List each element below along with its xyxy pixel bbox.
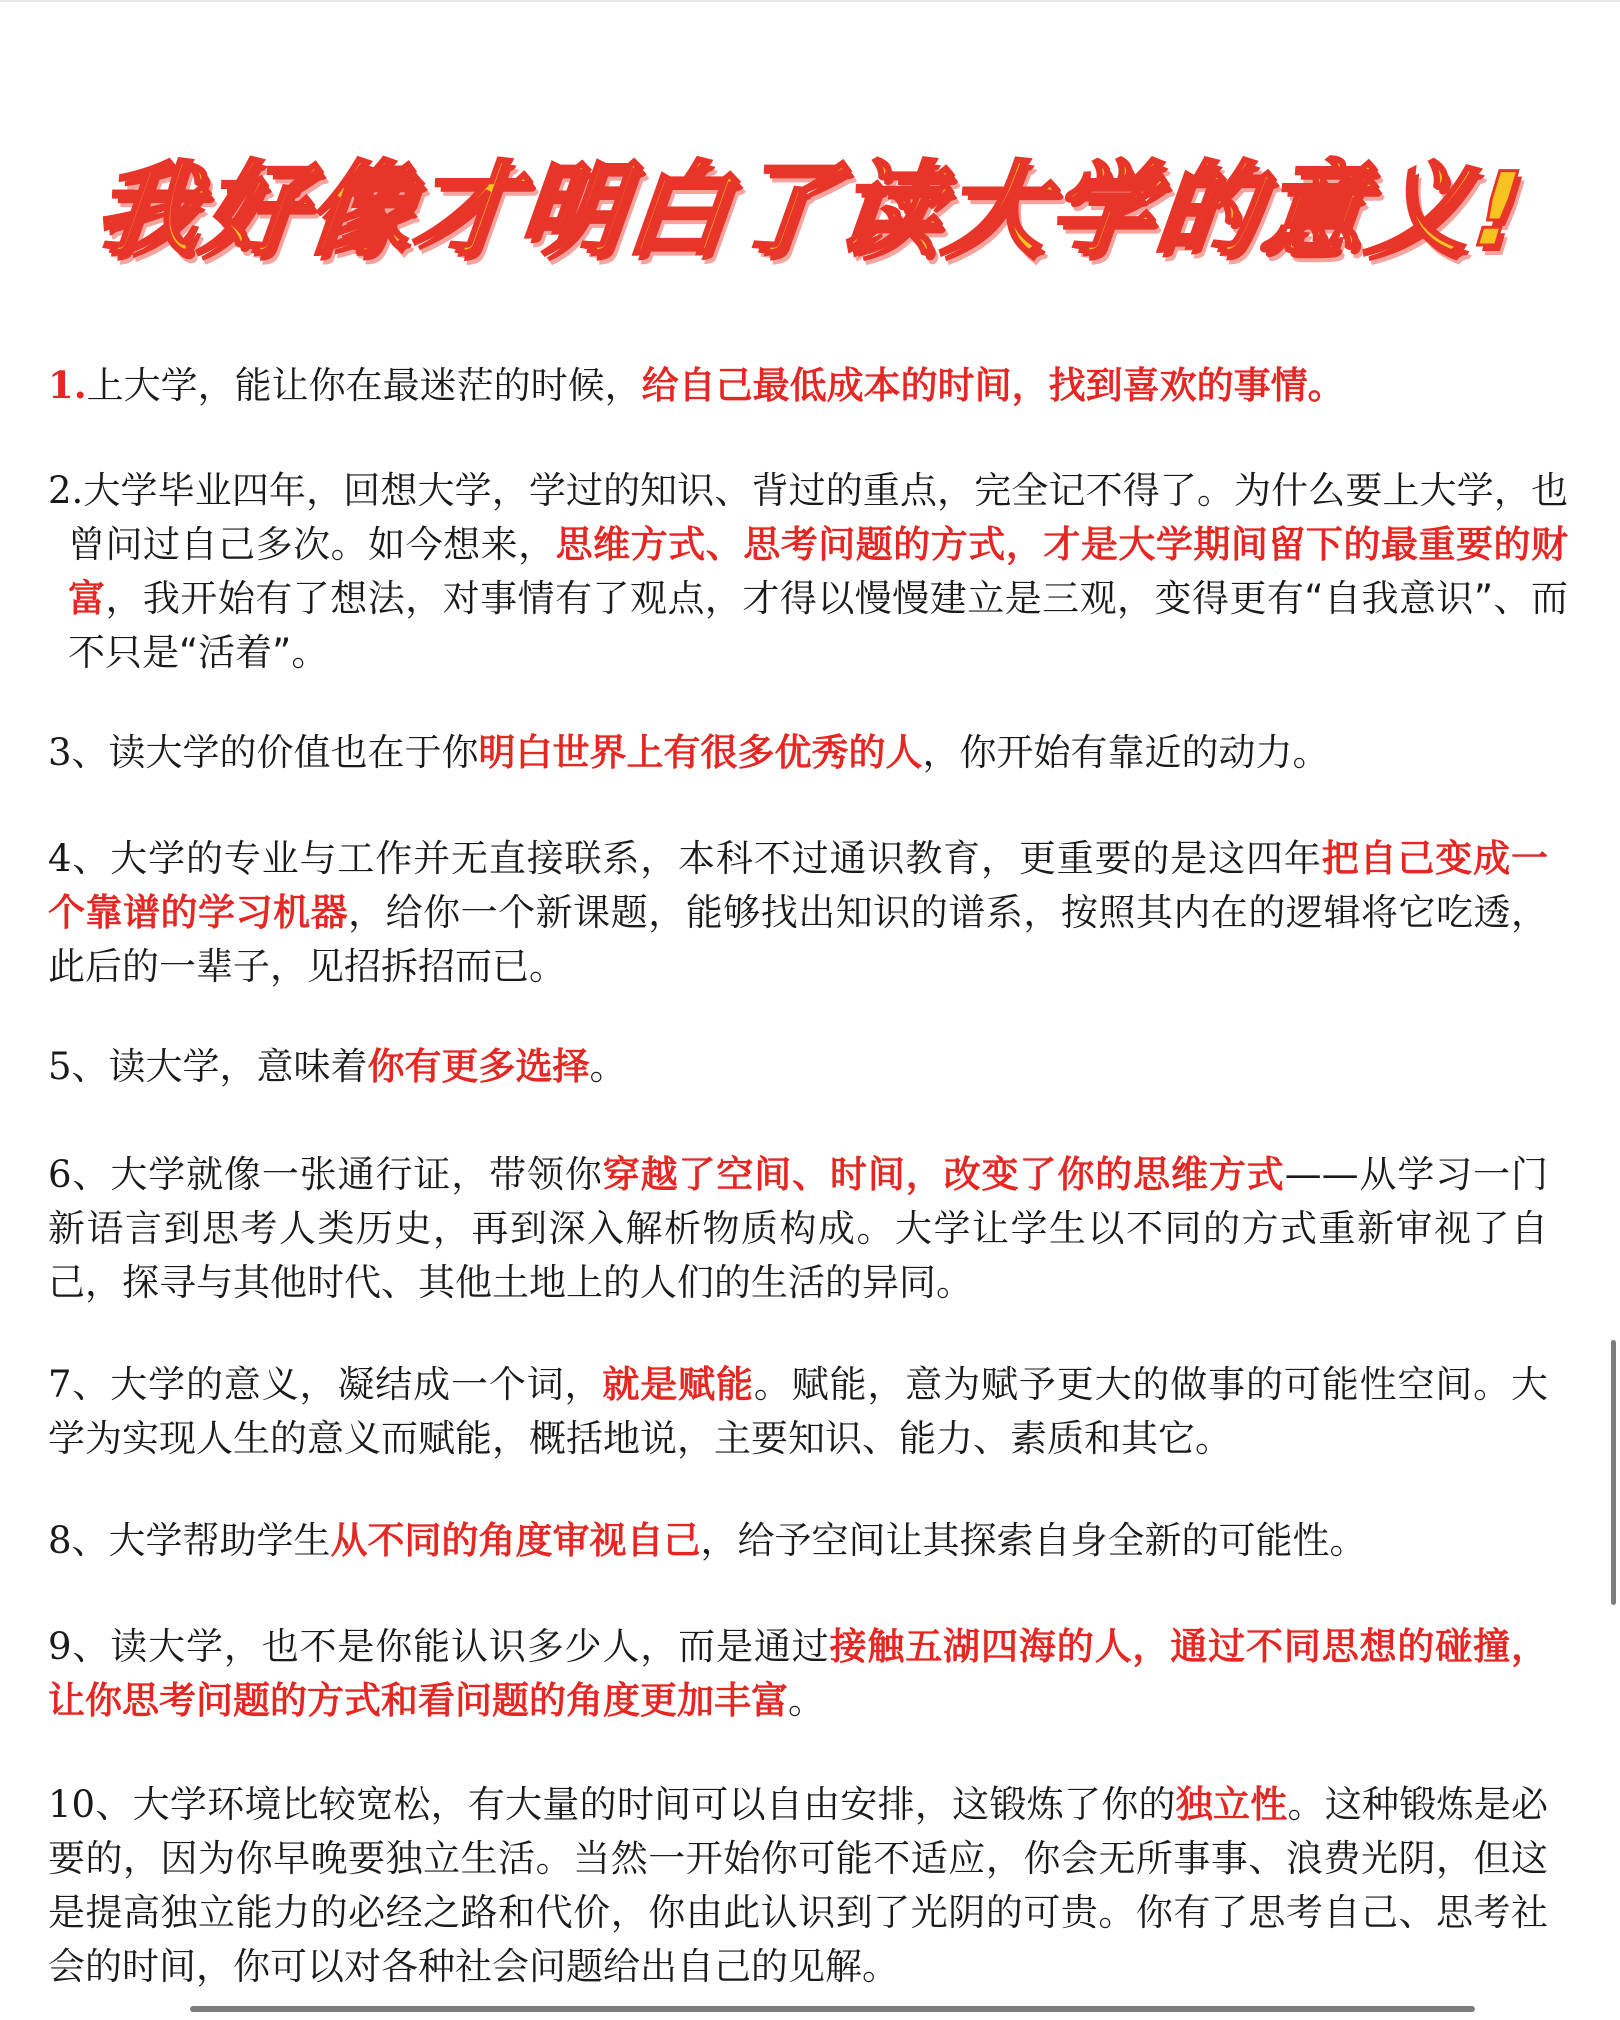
item-text: 读大学，意味着: [108, 1045, 368, 1088]
item-number: 7、: [48, 1363, 111, 1406]
item-highlight: 穿越了空间、时间，改变了你的思维方式: [602, 1153, 1285, 1196]
item-text: ，我开始有了想法，对事情有了观点，才得以慢慢建立是三观，变得更有“自我意识”、而不只是“活着”。: [68, 577, 1568, 674]
item-number: 1.: [48, 363, 87, 407]
item-text: 读大学，也不是你能认识多少人，而是通过: [110, 1625, 830, 1668]
item-text: ，你开始有靠近的动力。: [922, 731, 1330, 774]
item-highlight: 思维方式、思考问题的方式，才是大学期间留下的最重要的财富: [68, 523, 1569, 620]
item-text: 大学环境比较宽松，有大量的时间可以自由安排，这锻炼了你的: [132, 1783, 1176, 1826]
item-text: 。赋能，意为赋予更大的做事的可能性空间。大学为实现人生的意义而赋能，概括地说，主要知识、能力、素质和其它。: [48, 1363, 1549, 1460]
item-highlight: 把自己变成一个靠谱的学习机器: [48, 837, 1549, 934]
item-highlight: 独立性: [1175, 1783, 1288, 1826]
item-text: 读大学的价值也在于你: [108, 731, 479, 774]
top-divider: [0, 0, 1620, 2]
vertical-scrollbar[interactable]: [1611, 1340, 1616, 1605]
item-number: 6、: [48, 1153, 111, 1196]
item-text: 。: [589, 1045, 627, 1088]
item-text: 大学的意义，凝结成一个词，: [110, 1363, 603, 1406]
item-highlight: 从不同的角度审视自己: [330, 1519, 701, 1562]
list-item-6: [48, 1148, 1548, 1310]
item-text: 大学就像一张通行证，带领你: [110, 1153, 603, 1196]
item-number: 5、: [48, 1045, 109, 1088]
item-text: ，给你一个新课题，能够找出知识的谱系，按照其内在的逻辑将它吃透，此后的一辈子，见招拆招而已。: [48, 891, 1549, 988]
item-text: 。: [788, 1679, 825, 1722]
item-text: ——从学习一门新语言到思考人类历史，再到深入解析物质构成。大学让学生以不同的方式重新审视了自己，探寻与其他时代、其他土地上的人们的生活的异同。: [48, 1153, 1549, 1304]
page-title: 我好像才明白了读大学的意义!: [89, 151, 1531, 270]
item-text: 上大学，能让你在最迷茫的时候，: [86, 364, 642, 407]
item-highlight: 就是赋能: [602, 1363, 754, 1406]
item-highlight: 明白世界上有很多优秀的人: [478, 731, 923, 774]
list-item-8: [48, 1514, 1548, 1568]
list-item-2: [48, 464, 1568, 680]
item-highlight: 接触五湖四海的人，通过不同思想的碰撞，让你思考问题的方式和看问题的角度更加丰富: [48, 1625, 1549, 1722]
list-item-7: [48, 1358, 1548, 1466]
item-number: 2.: [48, 469, 84, 512]
list-item-4: [48, 832, 1548, 994]
item-number: 8、: [48, 1519, 109, 1562]
list-item-10: [48, 1778, 1548, 1994]
item-number: 10、: [48, 1783, 133, 1826]
list-item-1: [48, 358, 1548, 413]
list-item-3: [48, 726, 1548, 780]
item-number: 9、: [48, 1625, 111, 1668]
item-number: 3、: [48, 731, 109, 774]
horizontal-scrollbar[interactable]: [190, 2006, 1475, 2012]
list-item-5: [48, 1040, 1548, 1094]
list-item-9: [48, 1620, 1548, 1728]
item-text: 。这种锻炼是必要的，因为你早晚要独立生活。当然一开始你可能不适应，你会无所事事、浪费光阴，但这是提高独立能力的必经之路和代价，你由此认识到了光阴的可贵。你有了思考自己、思考社会的时间，你可以对各种社会问题给出自己的见解。: [48, 1783, 1549, 1988]
item-text: 大学的专业与工作并无直接联系，本科不过通识教育，更重要的是这四年: [110, 837, 1322, 880]
item-text: 大学毕业四年，回想大学，学过的知识、背过的重点，完全记不得了。为什么要上大学，也曾问过自己多次。如今想来，: [68, 469, 1568, 566]
item-highlight: 给自己最低成本的时间，找到喜欢的事情。: [641, 364, 1345, 407]
item-highlight: 你有更多选择: [367, 1045, 590, 1088]
item-text: 大学帮助学生: [108, 1519, 331, 1562]
item-number: 4、: [48, 837, 111, 880]
item-text: ，给予空间让其探索自身全新的可能性。: [700, 1519, 1367, 1562]
title-banner: [0, 150, 1620, 272]
